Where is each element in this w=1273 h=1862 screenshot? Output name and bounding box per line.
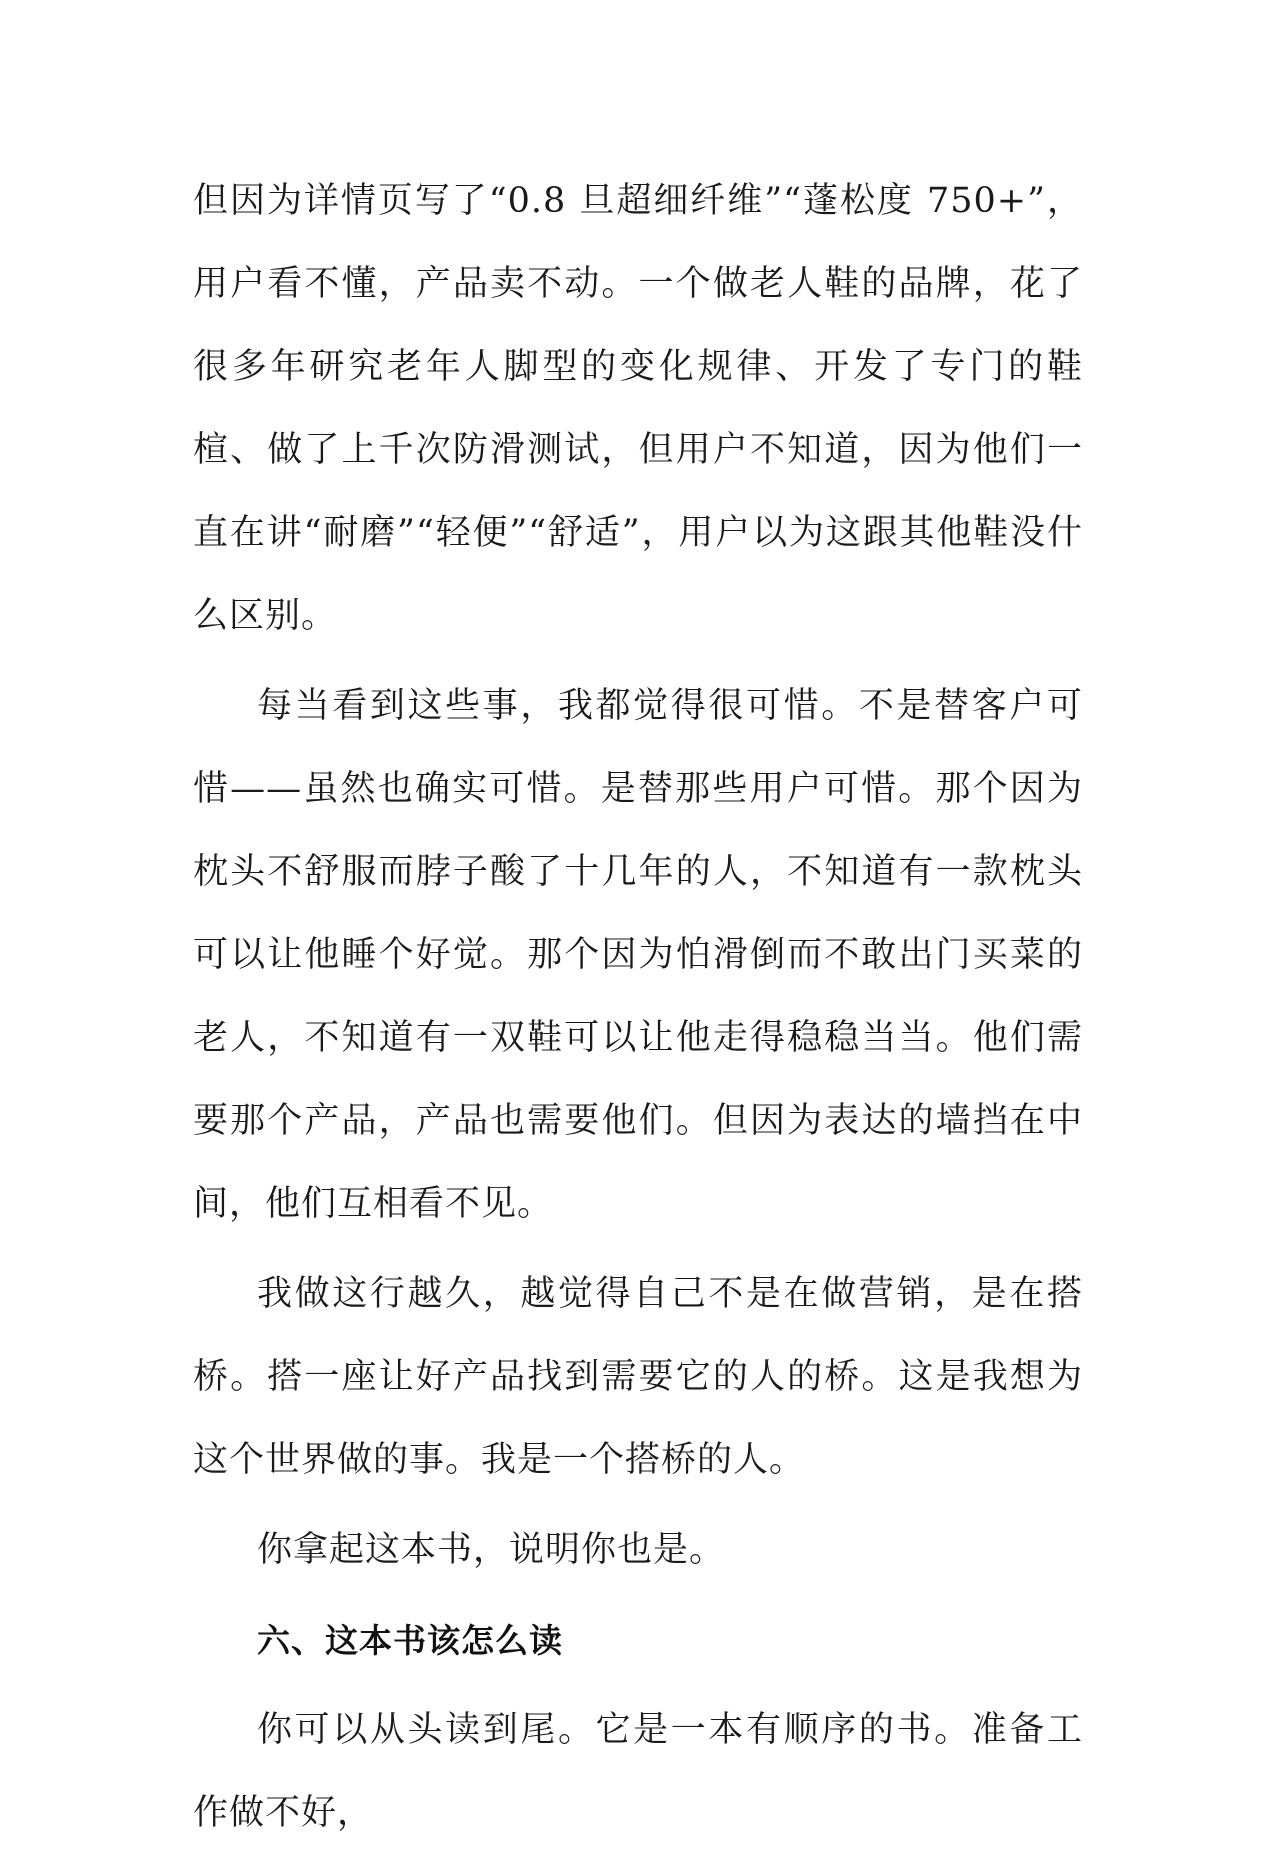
paragraph-you-too: 你拿起这本书，说明你也是。 bbox=[257, 1530, 726, 1570]
paragraph-continued: 但因为详情页写了“0.8 旦超细纤维”“蓬松度 750+”，用户看不懂，产品卖不动。一个做老人鞋的品牌，花了很多年研究老年人脚型的变化规律、开发了专门的鞋楦、做了上千次防滑测试，但用户不知道，因为他们一直在讲“耐磨”“轻便”“舒适”，用户以为这跟其他鞋没什么区别。 bbox=[193, 181, 1083, 636]
paragraph-how-to-read: 你可以从头读到尾。它是一本有顺序的书。准备工作做不好， bbox=[193, 1710, 1083, 1833]
paragraph-bridge: 我做这行越久，越觉得自己不是在做营销，是在搭桥。搭一座让好产品找到需要它的人的桥。这是我想为这个世界做的事。我是一个搭桥的人。 bbox=[193, 1274, 1083, 1480]
document-body bbox=[193, 160, 1083, 1862]
paragraph-regret: 每当看到这些事，我都觉得很可惜。不是替客户可惜——虽然也确实可惜。是替那些用户可惜。那个因为枕头不舒服而脖子酸了十几年的人，不知道有一款枕头可以让他睡个好觉。那个因为怕滑倒而不敢出门买菜的老人，不知道有一双鞋可以让他走得稳稳当当。他们需要那个产品，产品也需要他们。但因为表达的墙挡在中间，他们互相看不见。 bbox=[193, 686, 1083, 1224]
section-heading: 六、这本书该怎么读 bbox=[257, 1621, 563, 1660]
